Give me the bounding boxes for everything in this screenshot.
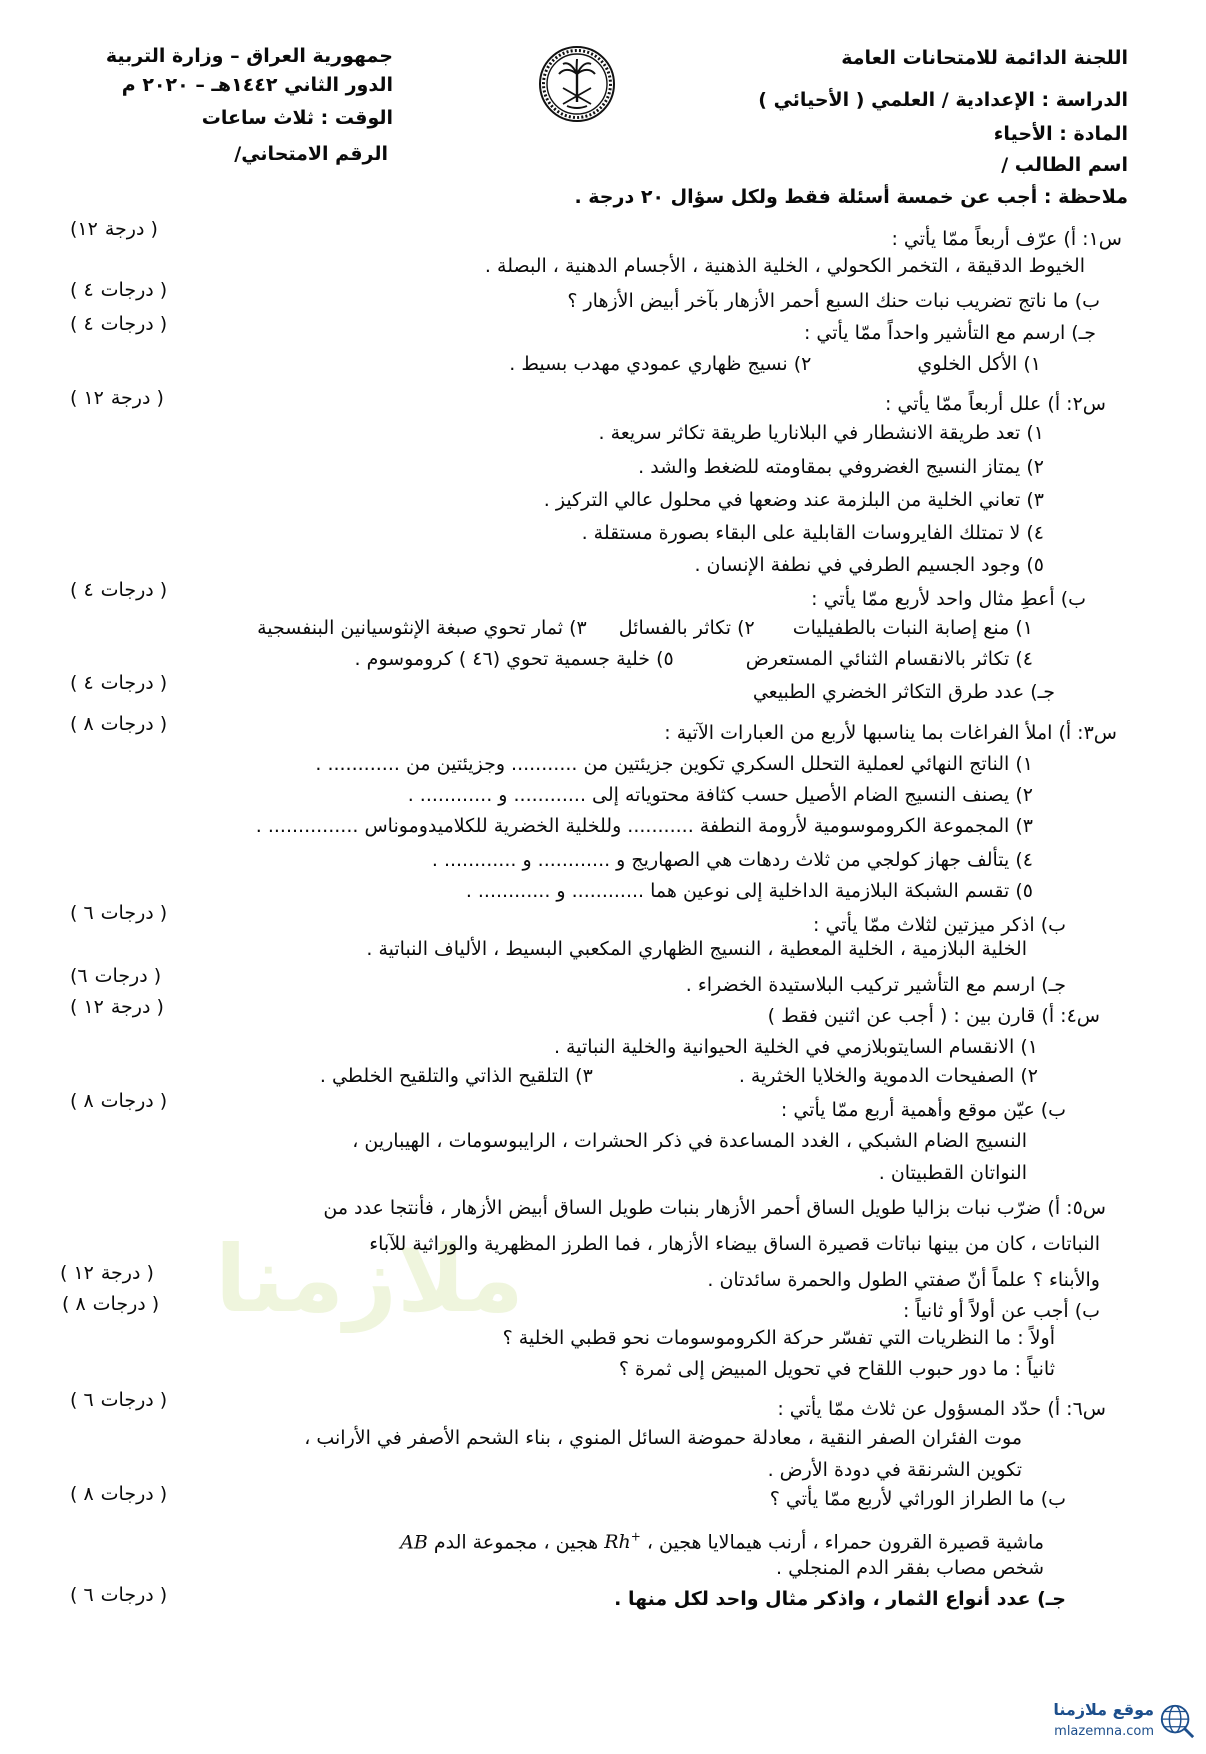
q3c-question: جـ) ارسم مع التأشير تركيب البلاستيدة الخضراء . <box>685 974 1066 996</box>
q1c-marks: ( ٤ درجات ) <box>70 313 168 335</box>
q4b-question: ب) عيّن موقع وأهمية أربع ممّا يأتي : <box>780 1099 1066 1121</box>
q2b-option: ٤) تكاثر بالانقسام الثنائي المستعرض <box>745 648 1033 670</box>
site-logo <box>998 1698 1198 1746</box>
q3a-item: ٣) المجموعة الكروموسومية لأرومة النطفة ........... وللخلية الخضرية للكلاميدوموناس ............... . <box>255 815 1033 837</box>
q3a-item: ٥) تقسم الشبكة البلازمية الداخلية إلى نوعين هما ............ و ............ . <box>465 880 1033 902</box>
q6c-question: جـ) عدد أنواع الثمار ، واذكر مثال واحد لكل منها . <box>614 1588 1066 1610</box>
q3b-terms-list: الخلية البلازمية ، الخلية المعطية ، النسيج الظهاري المكعبي البسيط ، الألياف النباتية . <box>366 938 1027 960</box>
q2a-item: ٢) يمتاز النسيج الغضروفي بمقاومته للضغط والشد . <box>638 456 1044 478</box>
q2a-item: ٤) لا تمتلك الفايروسات القابلية على البقاء بصورة مستقلة . <box>581 522 1044 544</box>
q2c-question: جـ) عدد طرق التكاثر الخضري الطبيعي <box>752 681 1055 703</box>
q3c-marks: (٦ درجات ) <box>70 965 162 987</box>
site-logo-name: موقع ملازمنا <box>1053 1700 1154 1719</box>
q3a-item: ٢) يصنف النسيج الضام الأصيل حسب كثافة محتوياته إلى ............ و ............ . <box>407 784 1033 806</box>
q1a-question: س١: أ) عرّف أربعاً ممّا يأتي : <box>891 228 1122 250</box>
q2b-options-row2 <box>355 645 1034 673</box>
q2a-marks: ( ١٢ درجة ) <box>70 387 164 409</box>
rh-factor-symbol: Rh+ <box>604 1530 641 1554</box>
q6b-list-part: ماشية قصيرة القرون حمراء ، أرنب هيمالايا هجين ، <box>646 1531 1044 1554</box>
subject-label: المادة : الأحياء <box>993 123 1128 145</box>
exam-note: ملاحظة : أجب عن خمسة أسئلة فقط ولكل سؤال ٢٠ درجة . <box>574 186 1128 208</box>
republic-ministry: جمهورية العراق – وزارة التربية <box>105 45 393 67</box>
exam-number-label: الرقم الامتحاني/ <box>234 143 388 165</box>
q5a-marks: ( ١٢ درجة ) <box>60 1262 154 1284</box>
q1c-option: ١) الأكل الخلوي <box>917 353 1041 375</box>
q6b-genotype-list <box>400 1523 1044 1554</box>
q5a-question-line: النباتات ، كان من بينها نباتات قصيرة الساق بيضاء الأزهار ، فما الطرز المظهرية والوراثية للآباء <box>369 1233 1100 1255</box>
q1a-terms-list: الخيوط الدقيقة ، التخمر الكحولي ، الخلية الذهنية ، الأجسام الدهنية ، البصلة . <box>484 255 1085 277</box>
globe-icon <box>1158 1702 1196 1740</box>
q3a-item: ١) الناتج النهائي لعملية التحلل السكري تكوين جزيئتين من ........... وجزيئتين من ............ . <box>315 753 1033 775</box>
q1b-question: ب) ما ناتج تضريب نبات حنك السبع أحمر الأزهار بآخر أبيض الأزهار ؟ <box>567 290 1100 312</box>
q1c-options <box>509 350 1041 378</box>
q2c-marks: ( ٤ درجات ) <box>70 672 168 694</box>
blood-group-symbol: AB <box>400 1531 428 1554</box>
q3b-marks: ( ٦ درجات ) <box>70 902 168 924</box>
q4a-marks: ( ١٢ درجة ) <box>70 996 164 1018</box>
q2b-option: ١) منع إصابة النبات بالطفيليات <box>792 617 1033 639</box>
site-watermark-logo: ملازمنا <box>215 1226 524 1333</box>
q2b-options-row1 <box>257 614 1033 642</box>
q6a-terms-list: تكوين الشرنقة في دودة الأرض . <box>767 1459 1022 1481</box>
q6b-marks: ( ٨ درجات ) <box>70 1483 168 1505</box>
q6b-question: ب) ما الطراز الوراثي لأربع ممّا يأتي ؟ <box>769 1488 1066 1510</box>
q3a-marks: ( ٨ درجات ) <box>70 713 168 735</box>
q3b-question: ب) اذكر ميزتين لثلاث ممّا يأتي : <box>813 914 1066 936</box>
q6b-list-part: هجين ، مجموعة الدم <box>433 1531 599 1554</box>
q1a-marks: (١٢ درجة ) <box>70 218 158 240</box>
q4a-item: ٢) الصفيحات الدموية والخلايا الخثرية . <box>738 1065 1038 1087</box>
exam-session: الدور الثاني ١٤٤٢هـ – ٢٠٢٠ م <box>121 74 393 96</box>
q1c-option: ٢) نسيج ظهاري عمودي مهدب بسيط . <box>509 353 812 375</box>
student-name-label: اسم الطالب / <box>1001 154 1128 176</box>
q2b-option: ٥) خلية جسمية تحوي (٤٦ ) كروموسوم . <box>354 648 674 670</box>
q6a-terms-list: موت الفئران الصفر النقية ، معادلة حموضة السائل المنوي ، بناء الشحم الأصفر في الأرانب ، <box>304 1427 1022 1449</box>
q5a-question-line: والأبناء ؟ علماً أنّ صفتي الطول والحمرة سائدتان . <box>707 1269 1100 1291</box>
q1c-question: جـ) ارسم مع التأشير واحداً ممّا يأتي : <box>803 322 1096 344</box>
q5b-second-option: ثانياً : ما دور حبوب اللقاح في تحويل المبيض إلى ثمرة ؟ <box>618 1358 1055 1380</box>
q2a-item: ٣) تعاني الخلية من البلزمة عند وضعها في محلول عالي التركيز . <box>543 489 1044 511</box>
q5b-first-option: أولاً : ما النظريات التي تفسّر حركة الكروموسومات نحو قطبي الخلية ؟ <box>502 1327 1055 1349</box>
q6a-marks: ( ٦ درجات ) <box>70 1389 168 1411</box>
q4a-item: ١) الانقسام السايتوبلازمي في الخلية الحيوانية والخلية النباتية . <box>553 1036 1038 1058</box>
q4a-question: س٤: أ) قارن بين : ( أجب عن اثنين فقط ) <box>767 1005 1100 1027</box>
q2b-option: ٢) تكاثر بالفسائل <box>618 617 755 639</box>
q4a-items-row2 <box>320 1062 1038 1090</box>
q6c-marks: ( ٦ درجات ) <box>70 1584 168 1606</box>
q2a-question: س٢: أ) علل أربعاً ممّا يأتي : <box>884 393 1106 415</box>
study-branch: الدراسة : الإعدادية / العلمي ( الأحيائي ) <box>758 89 1128 111</box>
q5b-question: ب) أجب عن أولاً أو ثانياً : <box>902 1300 1100 1322</box>
q5b-marks: ( ٨ درجات ) <box>62 1293 160 1315</box>
q2a-item: ١) تعد طريقة الانشطار في البلاناريا طريقة تكاثر سريعة . <box>598 422 1044 444</box>
exam-time: الوقت : ثلاث ساعات <box>201 107 393 129</box>
q5a-question-line: س٥: أ) ضرّب نبات بزاليا طويل الساق أحمر الأزهار بنبات طويل الساق أبيض الأزهار ، فأنتجا عدد من <box>323 1197 1106 1219</box>
q3a-item: ٤) يتألف جهاز كولجي من ثلاث ردهات هي الصهاريج و ............ و ............ . <box>431 849 1033 871</box>
q3a-question: س٣: أ) املأ الفراغات بما يناسبها لأربع من العبارات الآتية : <box>664 722 1117 744</box>
q4b-marks: ( ٨ درجات ) <box>70 1090 168 1112</box>
site-logo-url: mlazemna.com <box>1054 1724 1154 1739</box>
ministry-seal-icon <box>537 44 617 124</box>
q4b-terms-list: النواتان القطبيتان . <box>878 1162 1027 1184</box>
q2b-question: ب) أعطِ مثال واحد لأربع ممّا يأتي : <box>811 588 1086 610</box>
committee-title: اللجنة الدائمة للامتحانات العامة <box>841 47 1128 69</box>
q2b-option: ٣) ثمار تحوي صبغة الإنثوسيانين البنفسجية <box>257 617 587 639</box>
q4b-terms-list: النسيج الضام الشبكي ، الغدد المساعدة في ذكر الحشرات ، الرايبوسومات ، الهيبارين ، <box>352 1130 1027 1152</box>
q2a-item: ٥) وجود الجسيم الطرفي في نطفة الإنسان . <box>694 554 1044 576</box>
q1b-marks: ( ٤ درجات ) <box>70 279 168 301</box>
q2b-marks: ( ٤ درجات ) <box>70 579 168 601</box>
q4a-item: ٣) التلقيح الذاتي والتلقيح الخلطي . <box>319 1065 593 1087</box>
q6b-genotype-list: شخص مصاب بفقر الدم المنجلي . <box>775 1557 1044 1579</box>
q6a-question: س٦: أ) حدّد المسؤول عن ثلاث ممّا يأتي : <box>777 1398 1106 1420</box>
